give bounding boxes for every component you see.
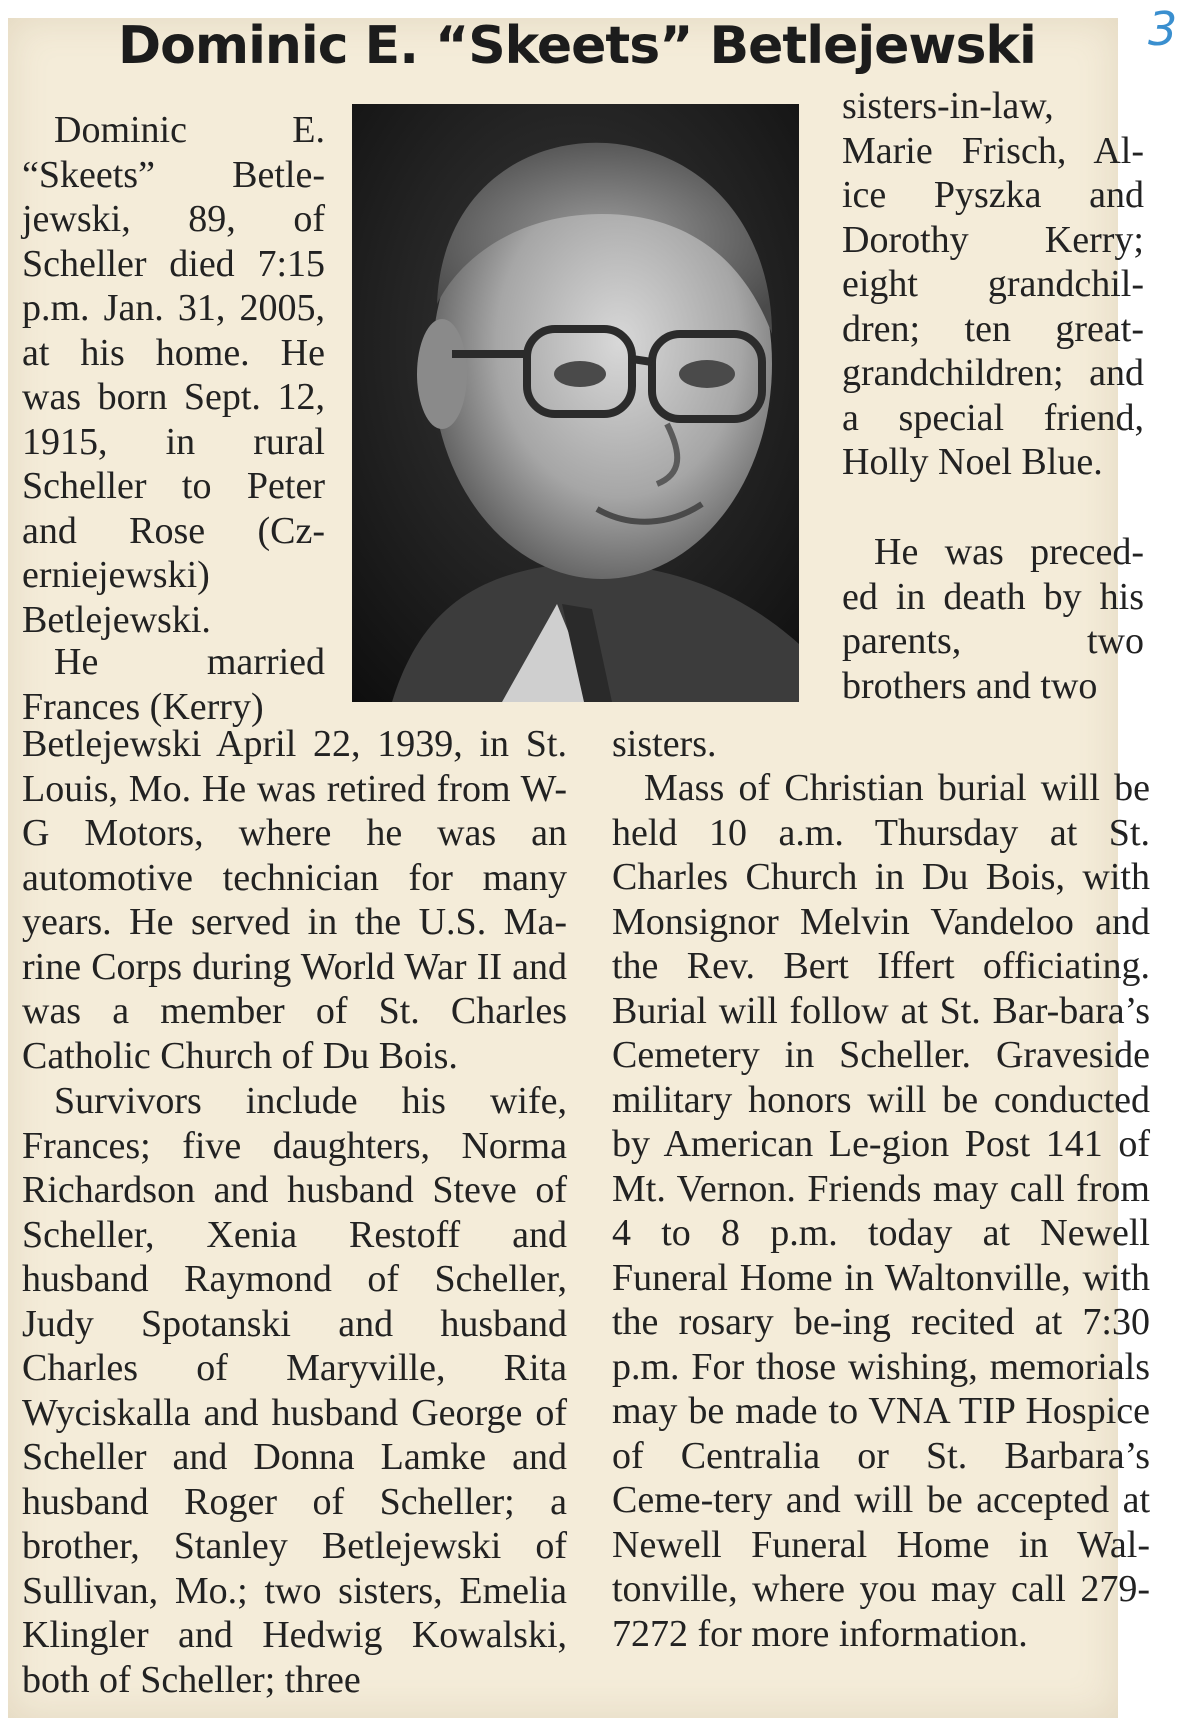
survivors-paragraph: Survivors include his wife, Frances; five daughters, Norma Richardson and husband Steve of Scheller, Xenia Restoff and husband Raymond of Scheller, Judy Spotanski and husband Charles of Maryville, Rita Wyciskalla and husband George of Scheller and Donna Lamke and husband Roger of Scheller; a brother, Stanley Betlejewski of Sullivan, Mo.; two sisters, Emelia Klingler and Hedwig Kowalski, both of Scheller; three: [22, 1080, 567, 1701]
survivors-continued: sisters-in-law, Marie Frisch, Al-ice Pyszka and Dorothy Kerry; eight grandchil-dren; ten great-grandchildren; and a special friend, Holly Noel Blue.: [842, 85, 1144, 483]
margin-mark: 3: [1148, 2, 1178, 56]
portrait-photo: [352, 104, 799, 702]
preceded-in-death-paragraph: He was preced-ed in death by his parents, two brothers and two: [842, 531, 1144, 707]
marriage-paragraph-continued: Betlejewski April 22, 1939, in St. Louis, Mo. He was retired from W-G Motors, where he was an automotive technician for many years. He served in the U.S. Ma-rine Corps during World War II and was a member of St. Charles Catholic Church of Du Bois.: [22, 723, 567, 1077]
preceded-in-death-continued: sisters.: [612, 723, 717, 765]
intro-paragraph: Dominic E. “Skeets” Betle-jewski, 89, of Scheller died 7:15 p.m. Jan. 31, 2005, at his home. He was born Sept. 12, 1915, in rural Scheller to Peter and Rose (Cz-erniejewski) Betlejewski.: [22, 109, 325, 641]
marriage-paragraph-start: He married Frances (Kerry): [22, 641, 325, 728]
obituary-headline: Dominic E. “Skeets” Betlejewski: [118, 16, 1036, 76]
services-paragraph: Mass of Christian burial will be held 10 a.m. Thursday at St. Charles Church in Du Bois, with Monsignor Melvin Vandeloo and the Rev. Bert Iffert officiating. Burial will follow at St. Bar-bara’s Cemetery in Scheller. Graveside military honors will be conducted by American Le-gion Post 141 of Mt. Vernon. Friends may call from 4 to 8 p.m. today at Newell Funeral Home in Waltonville, with the rosary be-ing recited at 7:30 p.m. For those wishing, memorials may be made to VNA TIP Hospice of Centralia or St. Barbara’s Ceme-tery and will be accepted at Newell Funeral Home in Wal-tonville, where you may call 279-7272 for more information.: [612, 767, 1150, 1655]
